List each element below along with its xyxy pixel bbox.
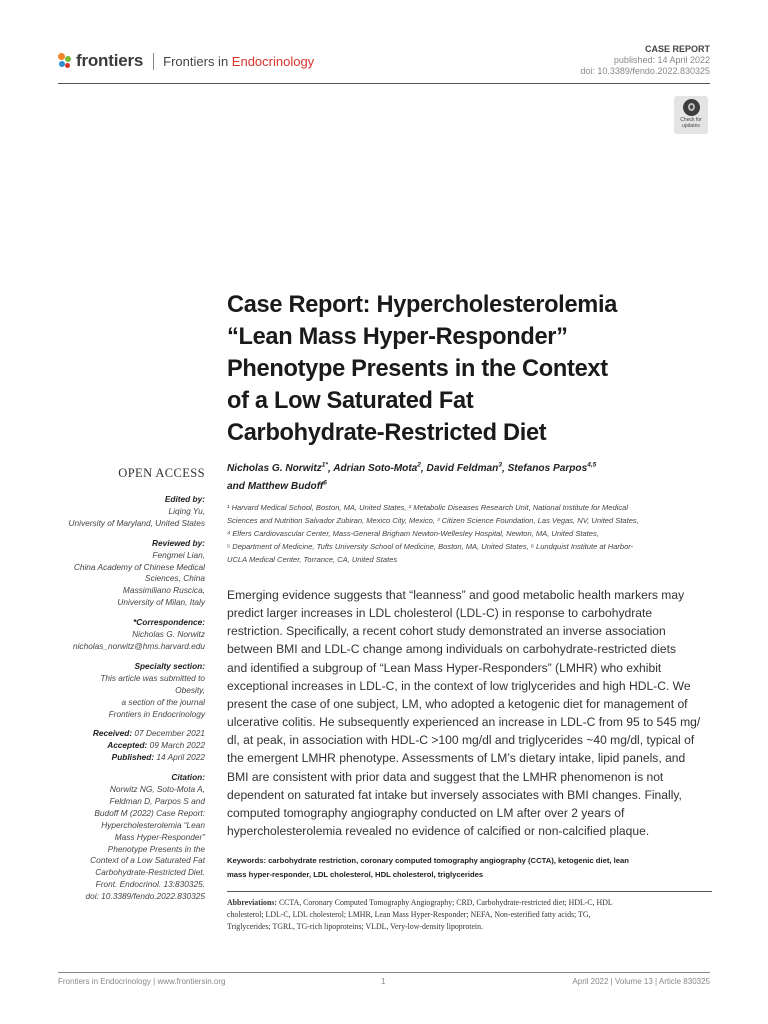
published-date: published: 14 April 2022 [613,55,710,65]
edited-by-section: Edited by: Liqing Yu, University of Maryland, United States [68,494,205,528]
abbreviations-divider [227,891,712,892]
check-updates-icon [683,99,700,116]
abbreviations: Abbreviations: CCTA, Coronary Computed Tomography Angiography; CRD, Carbohydrate-restricted diet; HDL-C, HDL cholesterol; LDL-C, LDL cholesterol; LMHR, Lean Mass Hyper-Responder; NEFA, Non-esterified fatty acids; TG, Triglycerides; TGRL, TG-rich lipoproteins; VLDL, Very-low-density lipoprotein. [227,898,613,932]
open-access-label: OPEN ACCESS [118,466,205,480]
article-title: Case Report: Hypercholesterolemia “Lean Mass Hyper-Responder” Phenotype Presents in the Context of a Low Saturated Fat Carbohydrate-Restricted Diet [227,292,618,446]
journal-logo[interactable] [58,50,314,72]
author-name[interactable]: and Matthew Budoff$^6$ [227,479,327,492]
dates-section [40,728,205,764]
correspondence-email[interactable]: nicholas_norwitz@hms.harvard.edu [72,640,205,651]
article-doi[interactable]: doi: 10.3389/fendo.2022.830325 [580,66,710,76]
footer-issue-info: April 2022 | Volume 13 | Article 830325 [572,977,710,986]
author-name[interactable]: Adrian Soto-Mota$^2$ [333,462,421,475]
check-for-updates-button[interactable] [674,96,708,134]
logo-divider [153,53,154,70]
header-divider [58,83,710,84]
author-name[interactable]: David Feldman$^3$ [426,462,502,475]
affiliations: ¹ Harvard Medical School, Boston, MA, United States, ² Metabolic Diseases Research Unit, National Institute for Medical Sciences and Nutrition Salvador Zubiran, Mexico City, Mexico, ³ Citizen Science Foundation, Las Vegas, NV, United States, ⁴ Elfers Cardiovascular Center, Mass-General Brigham Newton-Wellesley Hospital, Newton, MA, United States, ⁵ Department of Medicine, Tufts University School of Medicine, Boston, MA, United States, ⁶ Lundquist Institute at Harbor- UCLA Medical Center, Torrance, CA, United States [227,503,639,564]
accepted-date: Accepted: 09 March 2022 [107,740,205,751]
page-number: 1 [381,977,386,986]
abstract: Emerging evidence suggests that “leanness” and good metabolic health markers may predict larger increases in LDL cholesterol (LDL-C) in response to carbohydrate restriction. Specifically, a recent cohort study demonstrated an inverse association between BMI and LDL-C change among individuals on carbohydrate-restricted diets and identified a subgroup of “Lean Mass Hyper-Responders” (LMHR) who exhibit exceptional increases in LDL-C, in the context of low triglycerides and high HDL-C. We present the case of one subject, LM, who adopted a ketogenic diet for management of ulcerative colitis. He subsequently experienced an increase in LDL-C from 95 to 545 mg/ dl, at peak, in association with HDL-C >100 mg/dl and triglycerides ~40 mg/dl, typical of the emergent LMHR phenotype. Assessments of LM’s dietary intake, lipid panels, and BMI are consistent with prior data and suggest that the LMHR phenomenon is not dependent on saturated fat intake but inversely associates with BMI changes. Finally, computed tomography angiography conducted on LM after over 2 years of hypercholesterolemia revealed no evidence of calcified or non-calcified plaque. [227,588,701,839]
citation-doi[interactable]: doi: 10.3389/fendo.2022.830325 [85,891,205,902]
keywords: Keywords: carbohydrate restriction, coronary computed tomography angiography (CCTA), ketogenic diet, lean mass hyper-responder, LDL cholesterol, HDL cholesterol, triglycerides [227,856,629,879]
article-type: CASE REPORT [644,44,710,54]
brand-name: frontiers [76,51,144,70]
specialty-section: Specialty section: This article was submitted to Obesity, a section of the journal Frontiers in Endocrinology [100,660,205,719]
correspondence-section: *Correspondence: Nicholas G. Norwitz nicholas_norwitz@hms.harvard.edu [40,617,205,653]
citation-section: Citation: Norwitz NG, Soto-Mota A, Feldman D, Parpos S and Budoff M (2022) Case Report: Hypercholesterolemia “Lean Mass Hyper-Responder” Phenotype Presents in the Context of a Low Saturated Fat Carbohydrate-Restricted Diet. Front. Endocrinol. 13:830325. doi: 10.3389/fendo.2022.830325 [40,772,205,903]
reviewed-by-section: Reviewed by: Fengmei Lian, China Academy of Chinese Medical Sciences, China Massimiliano Ruscica, University of Milan, Italy [73,537,205,608]
article-sidebar [40,494,205,911]
footer-divider [58,972,710,973]
author-list: Nicholas G. Norwitz$^{1*}$, Adrian Soto-Mota$^2$, David Feldman$^3$, Stefanos Parpos$^{4,5}$ and Matthew Budoff$^6$ [227,462,597,492]
footer-journal-link[interactable]: Frontiers in Endocrinology | www.frontiersin.org [58,977,226,986]
check-updates-label: Check for updates [680,117,702,129]
author-name[interactable]: Stefanos Parpos$^{4,5}$ [507,462,597,475]
article-meta [580,44,710,77]
published-date-sidebar: Published: 14 April 2022 [111,752,205,763]
journal-name: Frontiers in Endocrinology [163,53,315,69]
frontiers-logo-icon [58,53,72,69]
author-name[interactable]: Nicholas G. Norwitz$^{1*}$ [227,462,328,475]
received-date: Received: 07 December 2021 [92,728,205,739]
